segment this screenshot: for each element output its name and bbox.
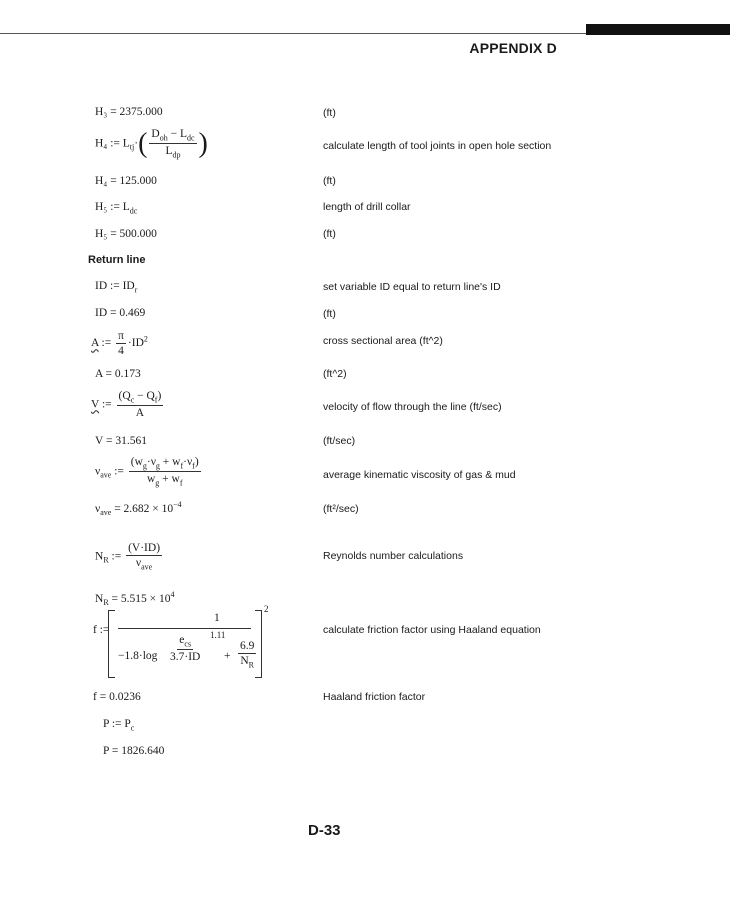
h3-value: H₃ = 2375.000 bbox=[95, 106, 163, 118]
viscosity-definition: $\nu_{ave}$ := $\frac{(w_g\cdot\nu_g + w_f\cdot\nu_f)}{w_g + w_f}$ bbox=[95, 456, 199, 488]
velocity-value: V = 31.561 bbox=[95, 435, 147, 447]
id-value: ID = 0.469 bbox=[95, 307, 146, 319]
h5-unit: (ft) bbox=[323, 228, 336, 240]
viscosity-value: $\nu_{ave} = 2.682 \times 10^{-4}$ bbox=[95, 500, 182, 518]
area-comment: cross sectional area (ft^2) bbox=[323, 335, 443, 347]
friction-square: 2 bbox=[264, 604, 269, 614]
h5-value: H₅ = 500.000 bbox=[95, 228, 157, 240]
h5-comment: length of drill collar bbox=[323, 201, 411, 213]
friction-roughness: $\frac{e_{cs}}{3.7\cdot ID}$ bbox=[170, 634, 201, 664]
id-unit: (ft) bbox=[323, 308, 336, 320]
friction-definition bbox=[88, 604, 278, 680]
viscosity-unit: (ft²/sec) bbox=[323, 503, 359, 515]
h5-definition: H₅ := $L_{dc}$ bbox=[95, 201, 138, 216]
friction-value-comment: Haaland friction factor bbox=[323, 691, 426, 703]
h4-comment: calculate length of tool joints in open hole section bbox=[323, 140, 552, 152]
header-rule bbox=[0, 33, 586, 34]
reynolds-comment: Reynolds number calculations bbox=[323, 550, 464, 562]
reynolds-value: $N_R = 5.515 \times 10^4$ bbox=[95, 590, 175, 608]
page-number: D-33 bbox=[308, 822, 341, 839]
h4-definition: H₄ := $L_{tj}\cdot$( $\frac{D_{oh} - L_{dc}}{L_{dp}}$ ) bbox=[95, 127, 208, 160]
area-definition: A := $\frac{\pi}{4}$ $\cdot ID^2$ bbox=[91, 330, 148, 357]
area-unit: (ft^2) bbox=[323, 368, 347, 380]
id-definition: ID := $ID_r$ bbox=[95, 280, 138, 295]
friction-numerator: 1 bbox=[214, 612, 220, 624]
friction-comment: calculate friction factor using Haaland equation bbox=[323, 624, 541, 636]
h4-unit: (ft) bbox=[323, 175, 336, 187]
h4-value: H₄ = 125.000 bbox=[95, 175, 157, 187]
friction-lhs: f := bbox=[93, 624, 110, 636]
friction-log: −1.8·log bbox=[118, 650, 158, 662]
friction-reynolds-term: $\frac{6.9}{N_R}$ bbox=[240, 640, 255, 670]
pressure-value: P = 1826.640 bbox=[103, 745, 165, 757]
friction-exponent: 1.11 bbox=[210, 630, 226, 640]
appendix-heading: APPENDIX D bbox=[469, 40, 557, 56]
reynolds-definition: $N_R$ := $\frac{(V\cdot ID)}{\nu_{ave}}$ bbox=[95, 542, 161, 572]
header-bar bbox=[586, 24, 730, 35]
plus-sign: + bbox=[224, 650, 231, 662]
friction-value: f = 0.0236 bbox=[93, 691, 141, 703]
area-value: A = 0.173 bbox=[95, 368, 141, 380]
velocity-unit: (ft/sec) bbox=[323, 435, 356, 447]
viscosity-comment: average kinematic viscosity of gas & mud bbox=[323, 469, 516, 481]
velocity-definition: V := $\frac{(Q_c - Q_f)}{A}$ bbox=[91, 390, 162, 420]
id-comment: set variable ID equal to return line's ID bbox=[323, 281, 501, 293]
velocity-comment: velocity of flow through the line (ft/sec) bbox=[323, 401, 502, 413]
section-heading: Return line bbox=[88, 254, 146, 266]
pressure-definition: P := $P_c$ bbox=[103, 718, 135, 733]
h3-unit: (ft) bbox=[323, 107, 336, 119]
